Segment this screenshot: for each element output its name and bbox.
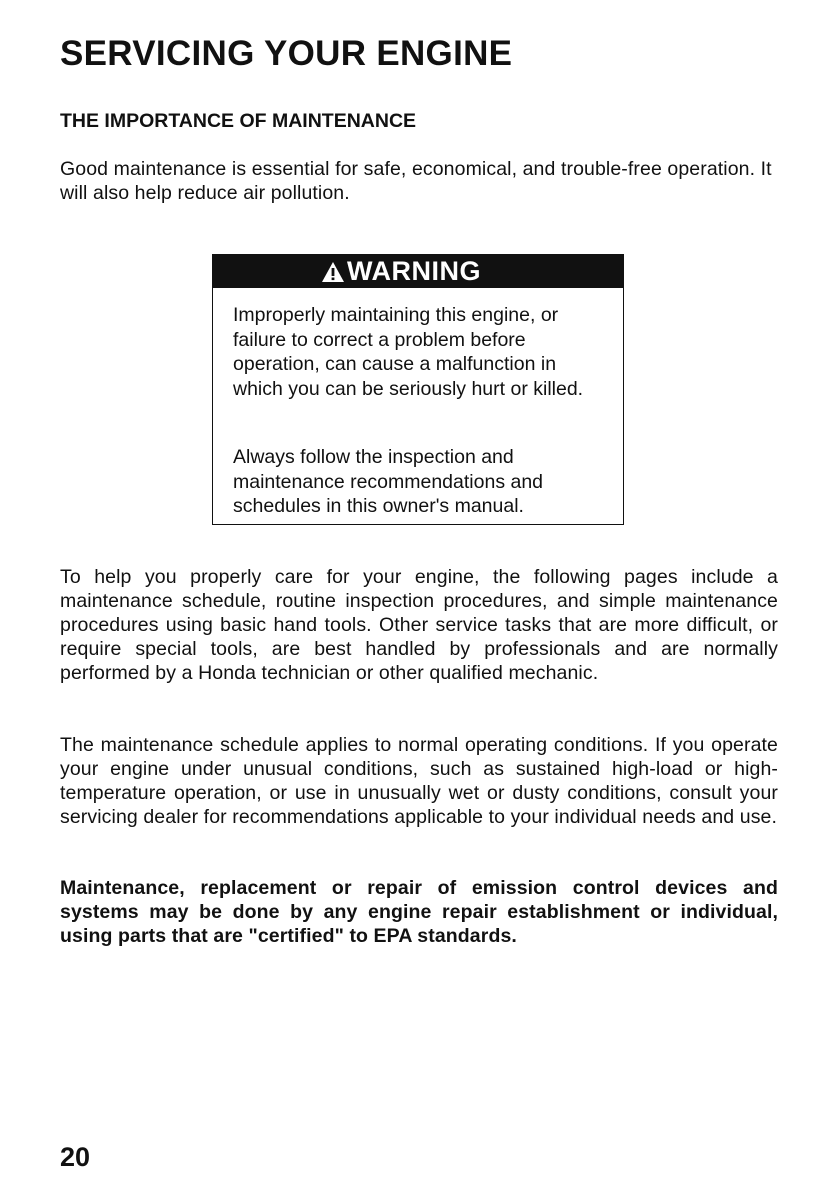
emission-control-paragraph: Maintenance, replacement or repair of emission control devices and systems may be done by any engine repair establishment or individual, using parts that are "certified" to EPA standards. — [60, 877, 778, 947]
warning-label — [313, 256, 489, 287]
warning-label-text: WARNING — [347, 256, 481, 286]
maintenance-help-paragraph: To help you properly care for your engine, the following pages include a maintenance schedule, routine inspection procedures, and simple maintenance procedures using basic hand tools. Other service tasks that are more difficult, or require special tools, are best handled by professionals and are normally performed by a Honda technician or other qualified mechanic. — [60, 566, 778, 684]
page-title: SERVICING YOUR ENGINE — [60, 34, 513, 73]
section-heading: THE IMPORTANCE OF MAINTENANCE — [60, 110, 417, 132]
warning-triangle-icon — [321, 261, 345, 283]
intro-paragraph: Good maintenance is essential for safe, economical, and trouble-free operation. It will also help reduce air pollution. — [60, 158, 772, 204]
page-number: 20 — [60, 1142, 91, 1172]
warning-text-2: Always follow the inspection and maintenance recommendations and schedules in this owner's manual. — [233, 446, 544, 517]
warning-text-1: Improperly maintaining this engine, or failure to correct a problem before operation, can cause a malfunction in which you can be seriously hurt or killed. — [233, 304, 584, 400]
maintenance-schedule-paragraph: The maintenance schedule applies to normal operating conditions. If you operate your engine under unusual conditions, such as sustained high-load or high-temperature operation, or use in unusually wet or dusty conditions, consult your servicing dealer for recommendations applicable to your individual needs and use. — [60, 734, 778, 828]
warning-box — [212, 254, 624, 525]
